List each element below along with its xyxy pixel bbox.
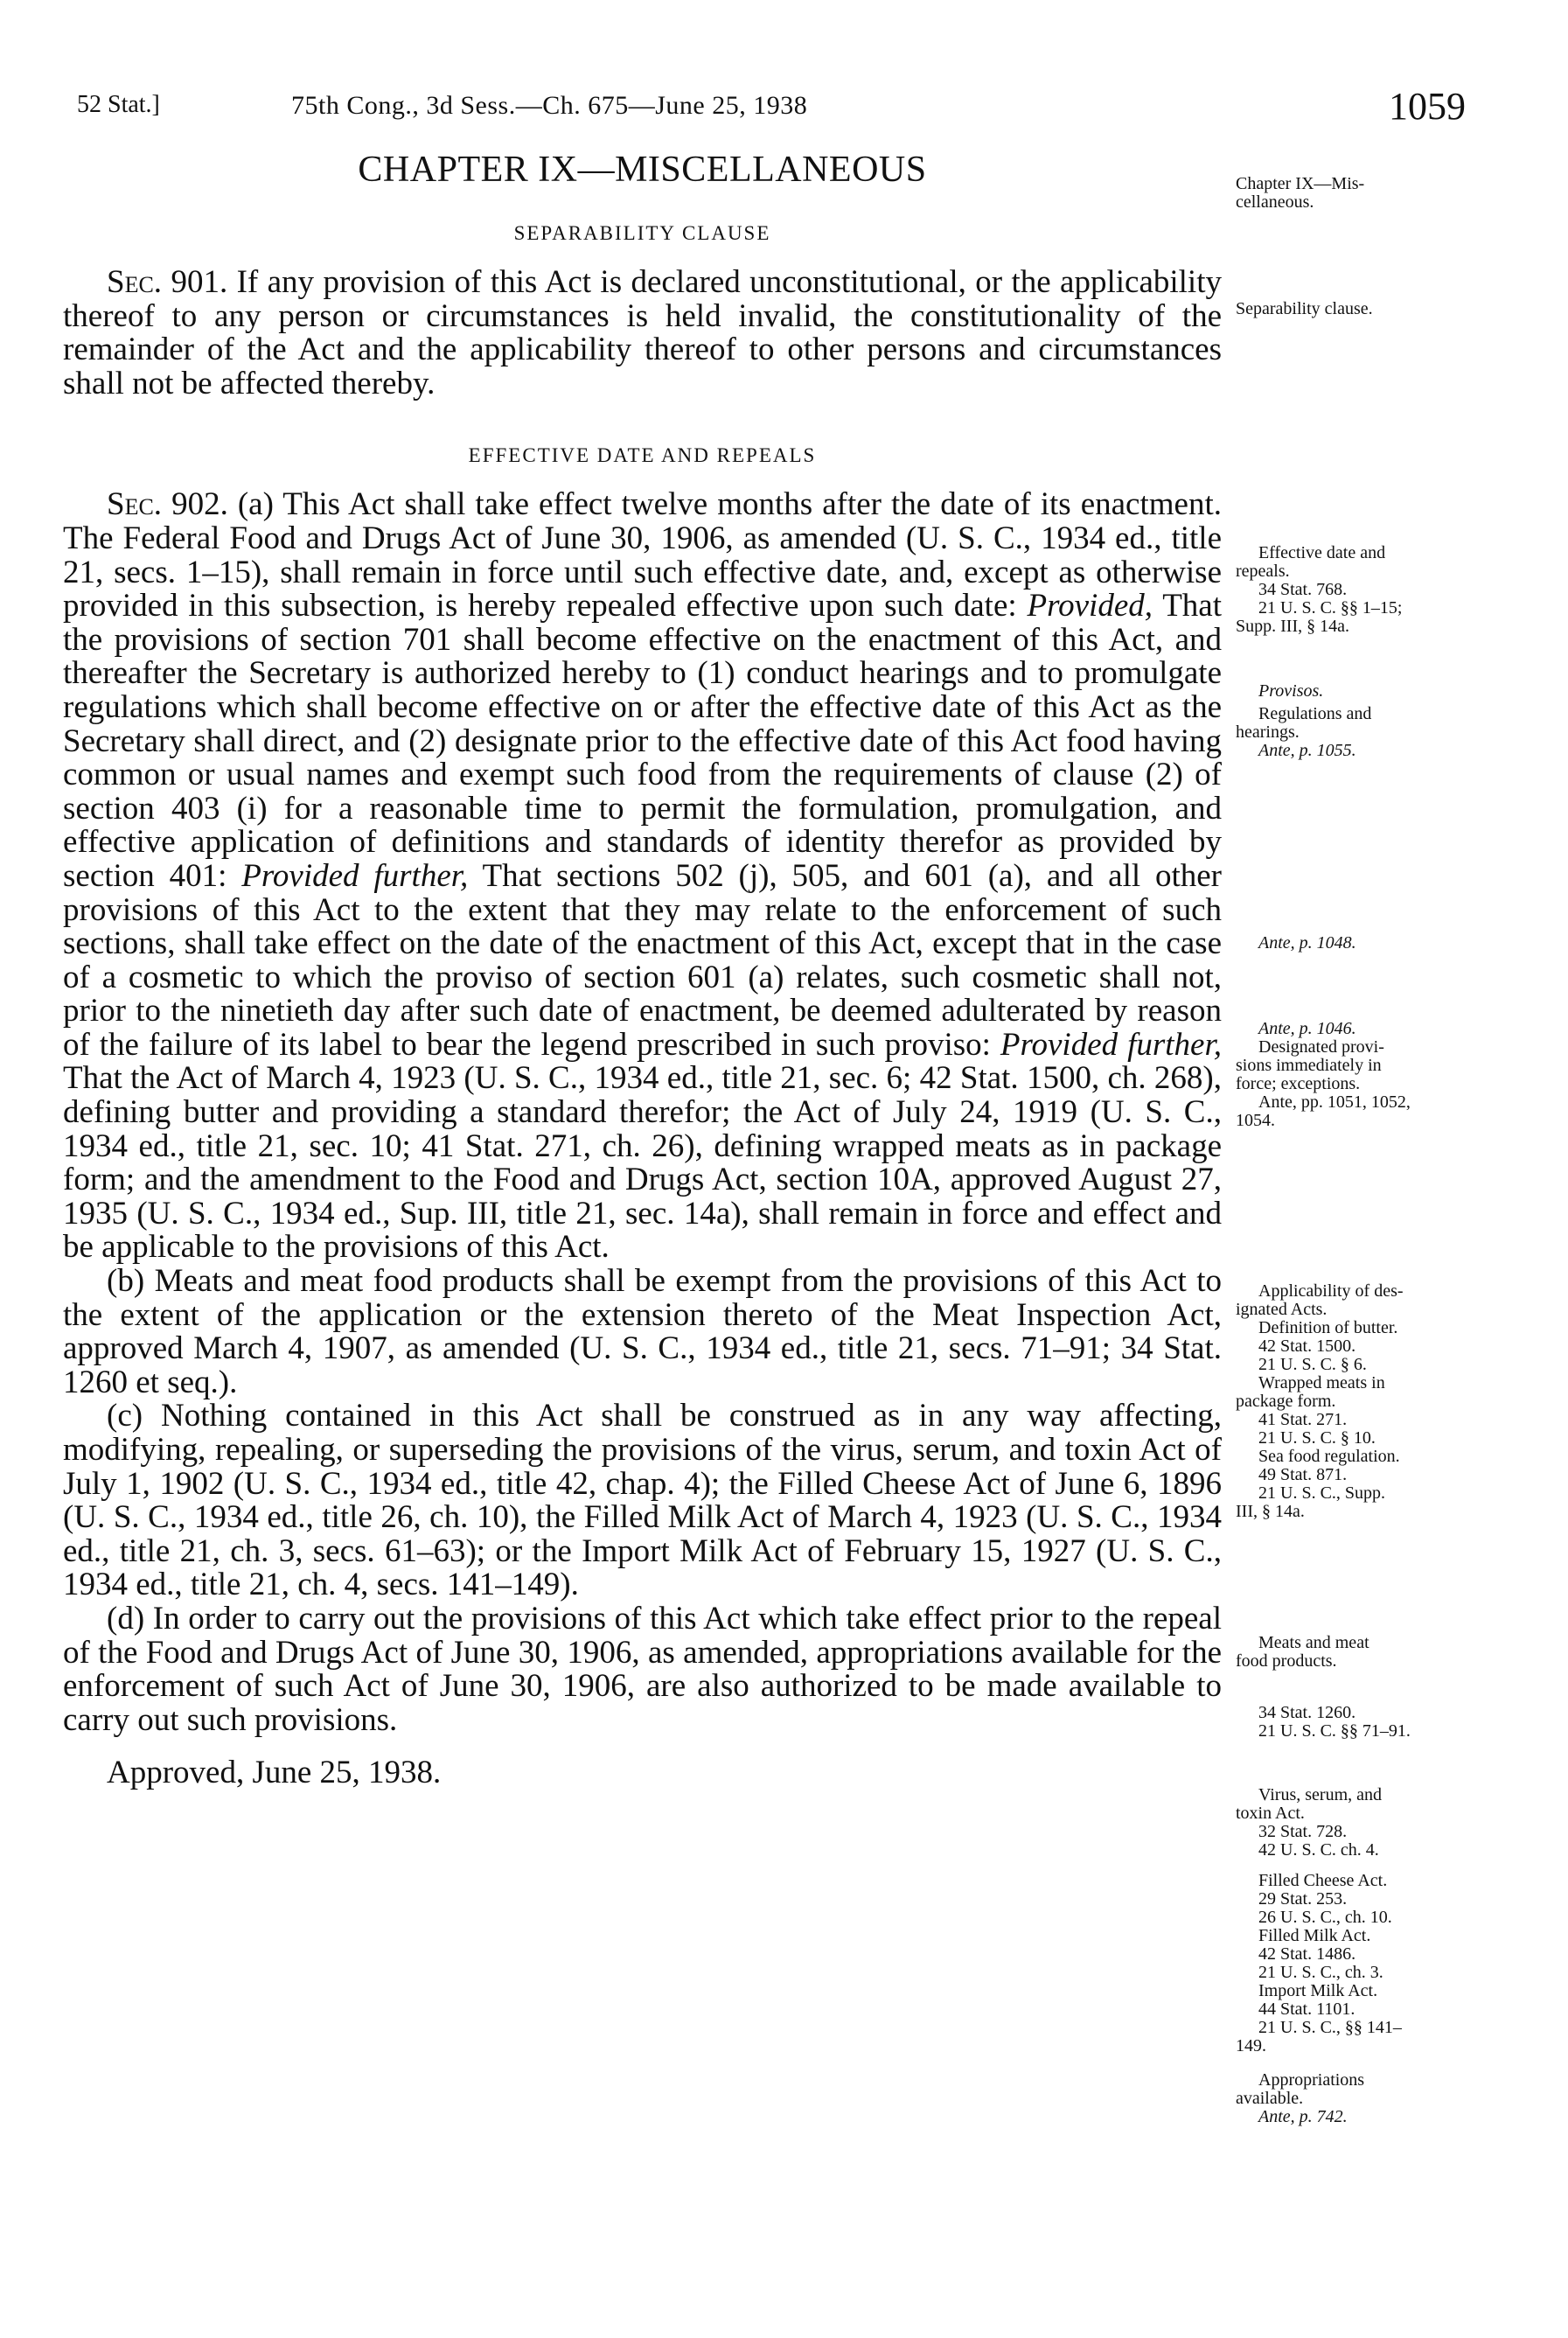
margin-line: 26 U. S. C., ch. 10. [1258,1908,1392,1927]
margin-line: hearings. [1236,722,1300,742]
margin-line: Effective date and [1258,543,1386,562]
margin-line: 41 Stat. 271. [1258,1410,1348,1429]
margin-line: 34 Stat. 768. [1258,580,1348,599]
sec-901-text: If any provision of this Act is declared unconstitutional, or the applicability thereof to any person or circumstances is held invalid, the constitutionality of the remainder of the Act and the applicability thereof to other persons and circumstances shall not be affected thereby. [63,264,1222,401]
margin-line: 21 U. S. C., Supp. [1258,1483,1386,1503]
sec-902-a-part-4: That the Act of March 4, 1923 (U. S. C., 1934 ed., title 21, sec. 6; 42 Stat. 1500, ch. 268), defining butter and providing a standard therefor; the Act of July 24, 1919 (U. S. C., 1934 ed., title 21, sec. 10; 41 Stat. 271, ch. 26), defining wrapped meats as in package form; and the amendment to the Food and Drugs Act, section 10A, approved August 27, 1935 (U. S. C., 1934 ed., Sup. III, title 21, sec. 14a), shall remain in force and effect and be applicable to the provisions of this Act. [63,1060,1222,1266]
margin-note-meat-citations [1236,1704,1507,1741]
margin-line: Ante, p. 742. [1258,2107,1348,2126]
margin-line: Ante, p. 1048. [1258,933,1356,953]
margin-line: Regulations and [1258,704,1372,723]
sec-901-paragraph [63,266,1222,401]
section-heading-effective: EFFECTIVE DATE AND REPEALS [468,444,817,467]
spacer [63,401,1222,444]
margin-line: ignated Acts. [1236,1300,1328,1319]
margin-note-designated [1236,1020,1507,1130]
margin-line: Filled Cheese Act. [1258,1871,1388,1890]
margin-line: cellaneous. [1236,192,1314,212]
section-heading-separability: SEPARABILITY CLAUSE [513,222,771,244]
margin-line: toxin Act. [1236,1804,1305,1823]
margin-note-provisos [1236,682,1507,701]
proviso-label-1: Provided, [1027,588,1153,625]
sec-902-a-part-3: That sections 502 (j), 505, and 601 (a), and all other provisions of this Act to the extent that they may relate to the enforcement of such sections, shall take effect on the date of the enactment of this Act, except that in the case of a cosmetic to which the proviso of section 601 (a) relates, such cosmetic shall not, prior to the ninetieth day after such date of enactment, be deemed adulterated by reason of the failure of its label to bear the legend prescribed in such proviso: [63,857,1223,1063]
margin-line: III, § 14a. [1236,1502,1305,1521]
margin-line: Supp. III, § 14a. [1236,617,1349,636]
margin-line: 44 Stat. 1101. [1258,2000,1355,2019]
margin-line: 21 U. S. C. § 6. [1258,1355,1367,1374]
margin-line: force; exceptions. [1236,1074,1361,1093]
margin-line: Ante, pp. 1051, 1052, [1258,1092,1411,1112]
margin-line: Chapter IX—Mis- [1236,174,1365,193]
margin-line: Appropriations [1258,2070,1365,2090]
margin-line: repeals. [1236,562,1290,581]
margin-note-ante-1048 [1236,934,1507,953]
margin-line: Separability clause. [1236,299,1373,318]
margin-note-filled [1236,1872,1507,2055]
margin-line: 21 U. S. C., ch. 3. [1258,1963,1383,1982]
margin-line: 29 Stat. 253. [1258,1889,1348,1909]
margin-line: package form. [1236,1392,1336,1411]
margin-line: Virus, serum, and [1258,1785,1382,1804]
margin-note-applicability [1236,1282,1507,1521]
sec-901-label: Sec. 901. [107,264,228,300]
margin-note-meats [1236,1634,1507,1671]
margin-line: 21 U. S. C. §§ 1–15; [1258,598,1403,618]
statute-volume: 52 Stat.] [77,91,160,118]
main-text-column [63,149,1222,1790]
margin-note-effective-date [1236,544,1507,636]
sec-902-c-paragraph: (c) Nothing contained in this Act shall be construed as in any way affecting, modifying, repealing, or superseding the provisions of the virus, serum, and toxin Act of July 1, 1902 (U. S. C., 1934 ed., title 42, chap. 4); the Filled Cheese Act of June 6, 1896 (U. S. C., 1934 ed., title 26, ch. 10), the Filled Milk Act of March 4, 1923 (U. S. C., 1934 ed., title 21, ch. 3, secs. 61–63); or the Import Milk Act of February 15, 1927 (U. S. C., 1934 ed., title 21, ch. 4, secs. 141–149). [63,1398,1222,1603]
proviso-label-2: Provided further, [241,857,469,894]
chapter-title: CHAPTER IX—MISCELLANEOUS [358,150,927,190]
margin-line: Ante, p. 1046. [1258,1019,1356,1038]
margin-note-appropriations [1236,2071,1507,2126]
margin-line: Ante, p. 1055. [1258,741,1356,760]
margin-line: Meats and meat [1258,1633,1369,1652]
margin-line: 49 Stat. 871. [1258,1465,1348,1484]
margin-line: 21 U. S. C. § 10. [1258,1428,1376,1448]
margin-line: 34 Stat. 1260. [1258,1703,1356,1722]
margin-line: Definition of butter. [1258,1318,1398,1337]
sec-902-a-paragraph [63,488,1222,1265]
margin-line: 149. [1236,2036,1266,2055]
approval-date: Approved, June 25, 1938. [107,1755,442,1791]
margin-line: 32 Stat. 728. [1258,1822,1348,1841]
sec-902-a-part-2: That the provisions of section 701 shall become effective on the enactment of this Act, and thereafter the Secretary is authorized hereby to (1) conduct hearings and to promulgate regulations which shall become effective on or after the effective date of this Act as the Secretary shall direct, and (2) designate prior to the effective date of this Act food having common or usual names and exempt such food from the requirements of clause (2) of section 403 (i) for a reasonable time to permit the formulation, promulgation, and effective application of definitions and standards of identity therefor as provided by section 401: [63,588,1222,894]
sec-902-b-paragraph: (b) Meats and meat food products shall be exempt from the provisions of this Act to the extent of the application or the extension thereto of the Meat Inspection Act, approved March 4, 1907, as amended (U. S. C., 1934 ed., title 21, secs. 71–91; 34 Stat. 1260 et seq.). [63,1263,1222,1400]
margin-note-separability [1236,300,1507,318]
margin-line: Import Milk Act. [1258,1981,1378,2000]
page-number: 1059 [1389,85,1466,128]
margin-line: 21 U. S. C. §§ 71–91. [1258,1721,1411,1741]
sec-902-label: Sec. 902. [107,486,228,523]
running-head [77,84,1476,136]
margin-line: 42 Stat. 1486. [1258,1944,1356,1964]
margin-line: food products. [1236,1651,1337,1671]
margin-line: 42 U. S. C. ch. 4. [1258,1840,1379,1860]
margin-line: 21 U. S. C., §§ 141– [1258,2018,1402,2037]
margin-line: Applicability of des- [1258,1281,1404,1301]
margin-line: Wrapped meats in [1258,1373,1385,1392]
session-chapter-date: 75th Cong., 3d Sess.—Ch. 675—June 25, 1938 [291,91,808,120]
sec-902-a-part-1: (a) This Act shall take effect twelve months after the date of its enactment. The Federal Food and Drugs Act of June 30, 1906, as amended (U. S. C., 1934 ed., title 21, secs. 1–15), shall remain in force until such effective date, and, except as otherwise provided in this subsection, is hereby repealed effective upon such date: [63,486,1222,625]
margin-line: 42 Stat. 1500. [1258,1336,1356,1356]
sec-902-d-paragraph: (d) In order to carry out the provisions of this Act which take effect prior to the repeal of the Food and Drugs Act of June 30, 1906, as amended, appropriations available for the enforcement of such Act of June 30, 1906, are also authorized to be made available to carry out such provisions. [63,1600,1222,1738]
margin-line: Designated provi- [1258,1037,1384,1057]
margin-line: 1054. [1236,1111,1275,1130]
margin-note-virus [1236,1786,1507,1860]
margin-line: sions immediately in [1236,1056,1382,1075]
margin-note-regulations [1236,705,1507,760]
margin-line: available. [1236,2089,1304,2108]
margin-note-chapter [1236,175,1507,212]
margin-line: Filled Milk Act. [1258,1926,1371,1945]
proviso-label-3: Provided further, [1000,1026,1223,1063]
margin-line: Provisos. [1258,681,1324,701]
margin-line: Sea food regulation. [1258,1447,1400,1466]
